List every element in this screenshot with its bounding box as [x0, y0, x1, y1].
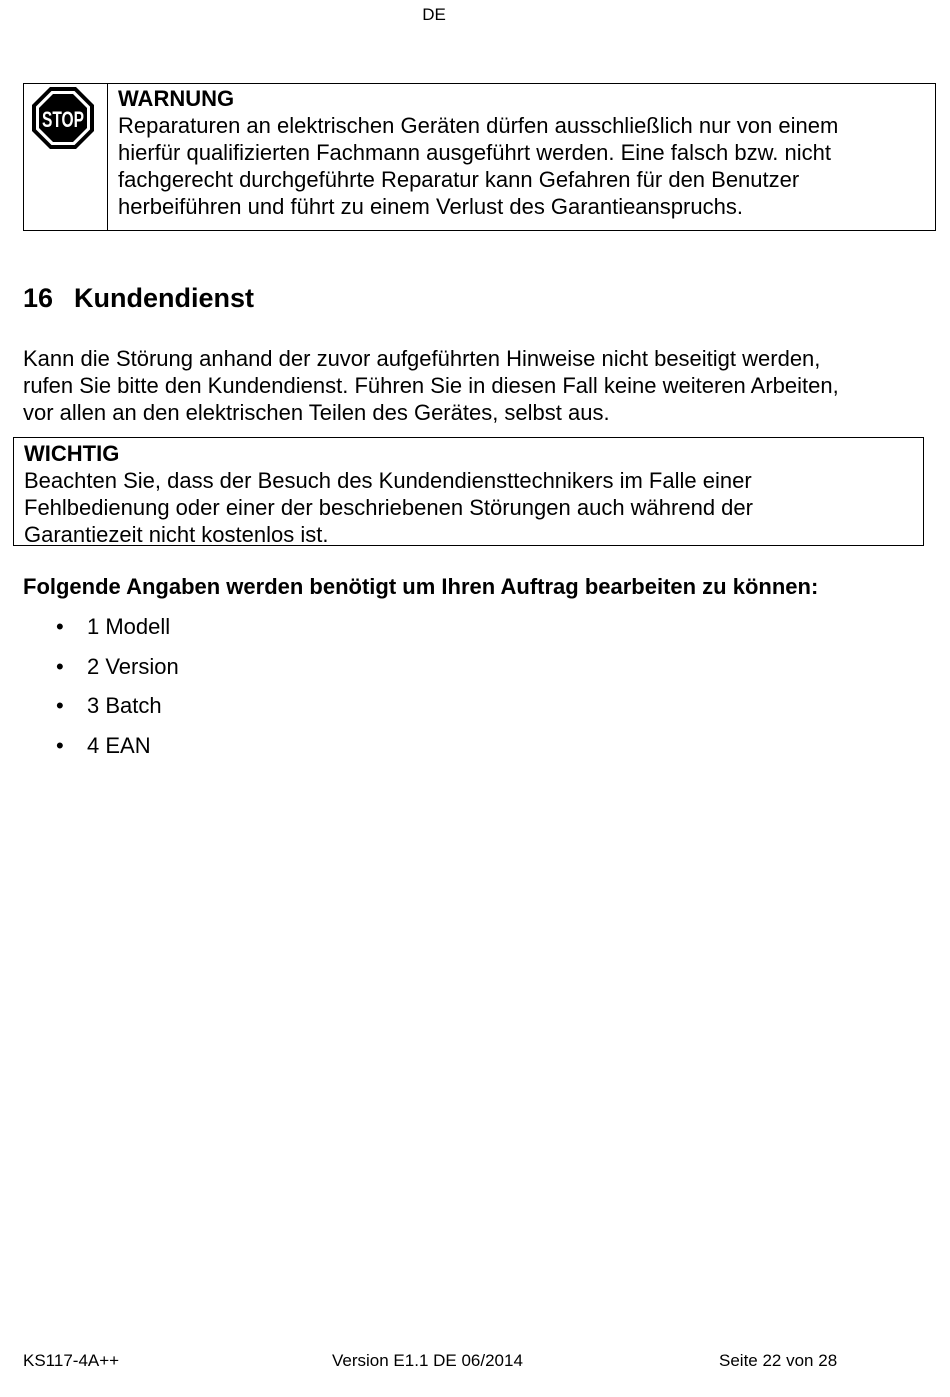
stop-sign-icon	[31, 86, 95, 150]
list-item	[0, 732, 179, 772]
warning-line: Reparaturen an elektrischen Geräten dürfen ausschließlich nur von einem	[118, 113, 839, 138]
warning-title: WARNUNG	[118, 86, 235, 111]
footer-model: KS117-4A++	[23, 1351, 120, 1370]
list-item-label: 3 Batch	[87, 693, 162, 718]
warning-icon-cell	[24, 84, 108, 230]
section-number: 16	[23, 283, 54, 313]
warning-line: hierfür qualifizierten Fachmann ausgeführt werden. Eine falsch bzw. nicht	[118, 140, 831, 165]
important-line: Fehlbedienung oder einer der beschriebenen Störungen auch während der	[24, 495, 753, 520]
warning-line: fachgerecht durchgeführte Reparatur kann Gefahren für den Benutzer	[118, 167, 800, 192]
intro-line: Kann die Störung anhand der zuvor aufgeführten Hinweise nicht beseitigt werden,	[23, 346, 821, 371]
intro-line: vor allen an den elektrischen Teilen des Gerätes, selbst aus.	[23, 400, 610, 425]
footer-version: Version E1.1 DE 06/2014	[332, 1351, 523, 1370]
bullet-icon: •	[56, 693, 64, 718]
warning-text	[108, 84, 935, 230]
list-item-label: 4 EAN	[87, 732, 151, 758]
page-header-language: DE	[422, 5, 446, 24]
warning-line: herbeiführen und führt zu einem Verlust des Garantieanspruchs.	[118, 194, 743, 219]
important-title: WICHTIG	[24, 441, 120, 466]
list-item-label: 1 Modell	[87, 614, 171, 639]
stop-sign-text: STOP	[42, 107, 84, 132]
info-list	[0, 613, 179, 771]
section-title: Kundendienst	[74, 283, 254, 313]
bullet-icon: •	[56, 653, 64, 679]
list-item	[0, 613, 179, 653]
info-heading: Folgende Angaben werden benötigt um Ihren Auftrag bearbeiten zu können:	[23, 574, 819, 599]
list-item	[0, 692, 179, 732]
section-heading	[23, 283, 254, 314]
list-item-label: 2 Version	[87, 653, 179, 679]
bullet-icon: •	[56, 732, 64, 758]
important-box	[13, 437, 924, 546]
important-line: Garantiezeit nicht kostenlos ist.	[24, 522, 329, 547]
footer-page-number: Seite 22 von 28	[719, 1351, 838, 1370]
warning-box	[23, 83, 936, 231]
intro-paragraph	[23, 345, 923, 426]
intro-line: rufen Sie bitte den Kundendienst. Führen Sie in diesen Fall keine weiteren Arbeiten,	[23, 373, 839, 398]
bullet-icon: •	[56, 614, 64, 639]
important-line: Beachten Sie, dass der Besuch des Kundendiensttechnikers im Falle einer	[24, 468, 752, 493]
list-item	[0, 653, 179, 693]
